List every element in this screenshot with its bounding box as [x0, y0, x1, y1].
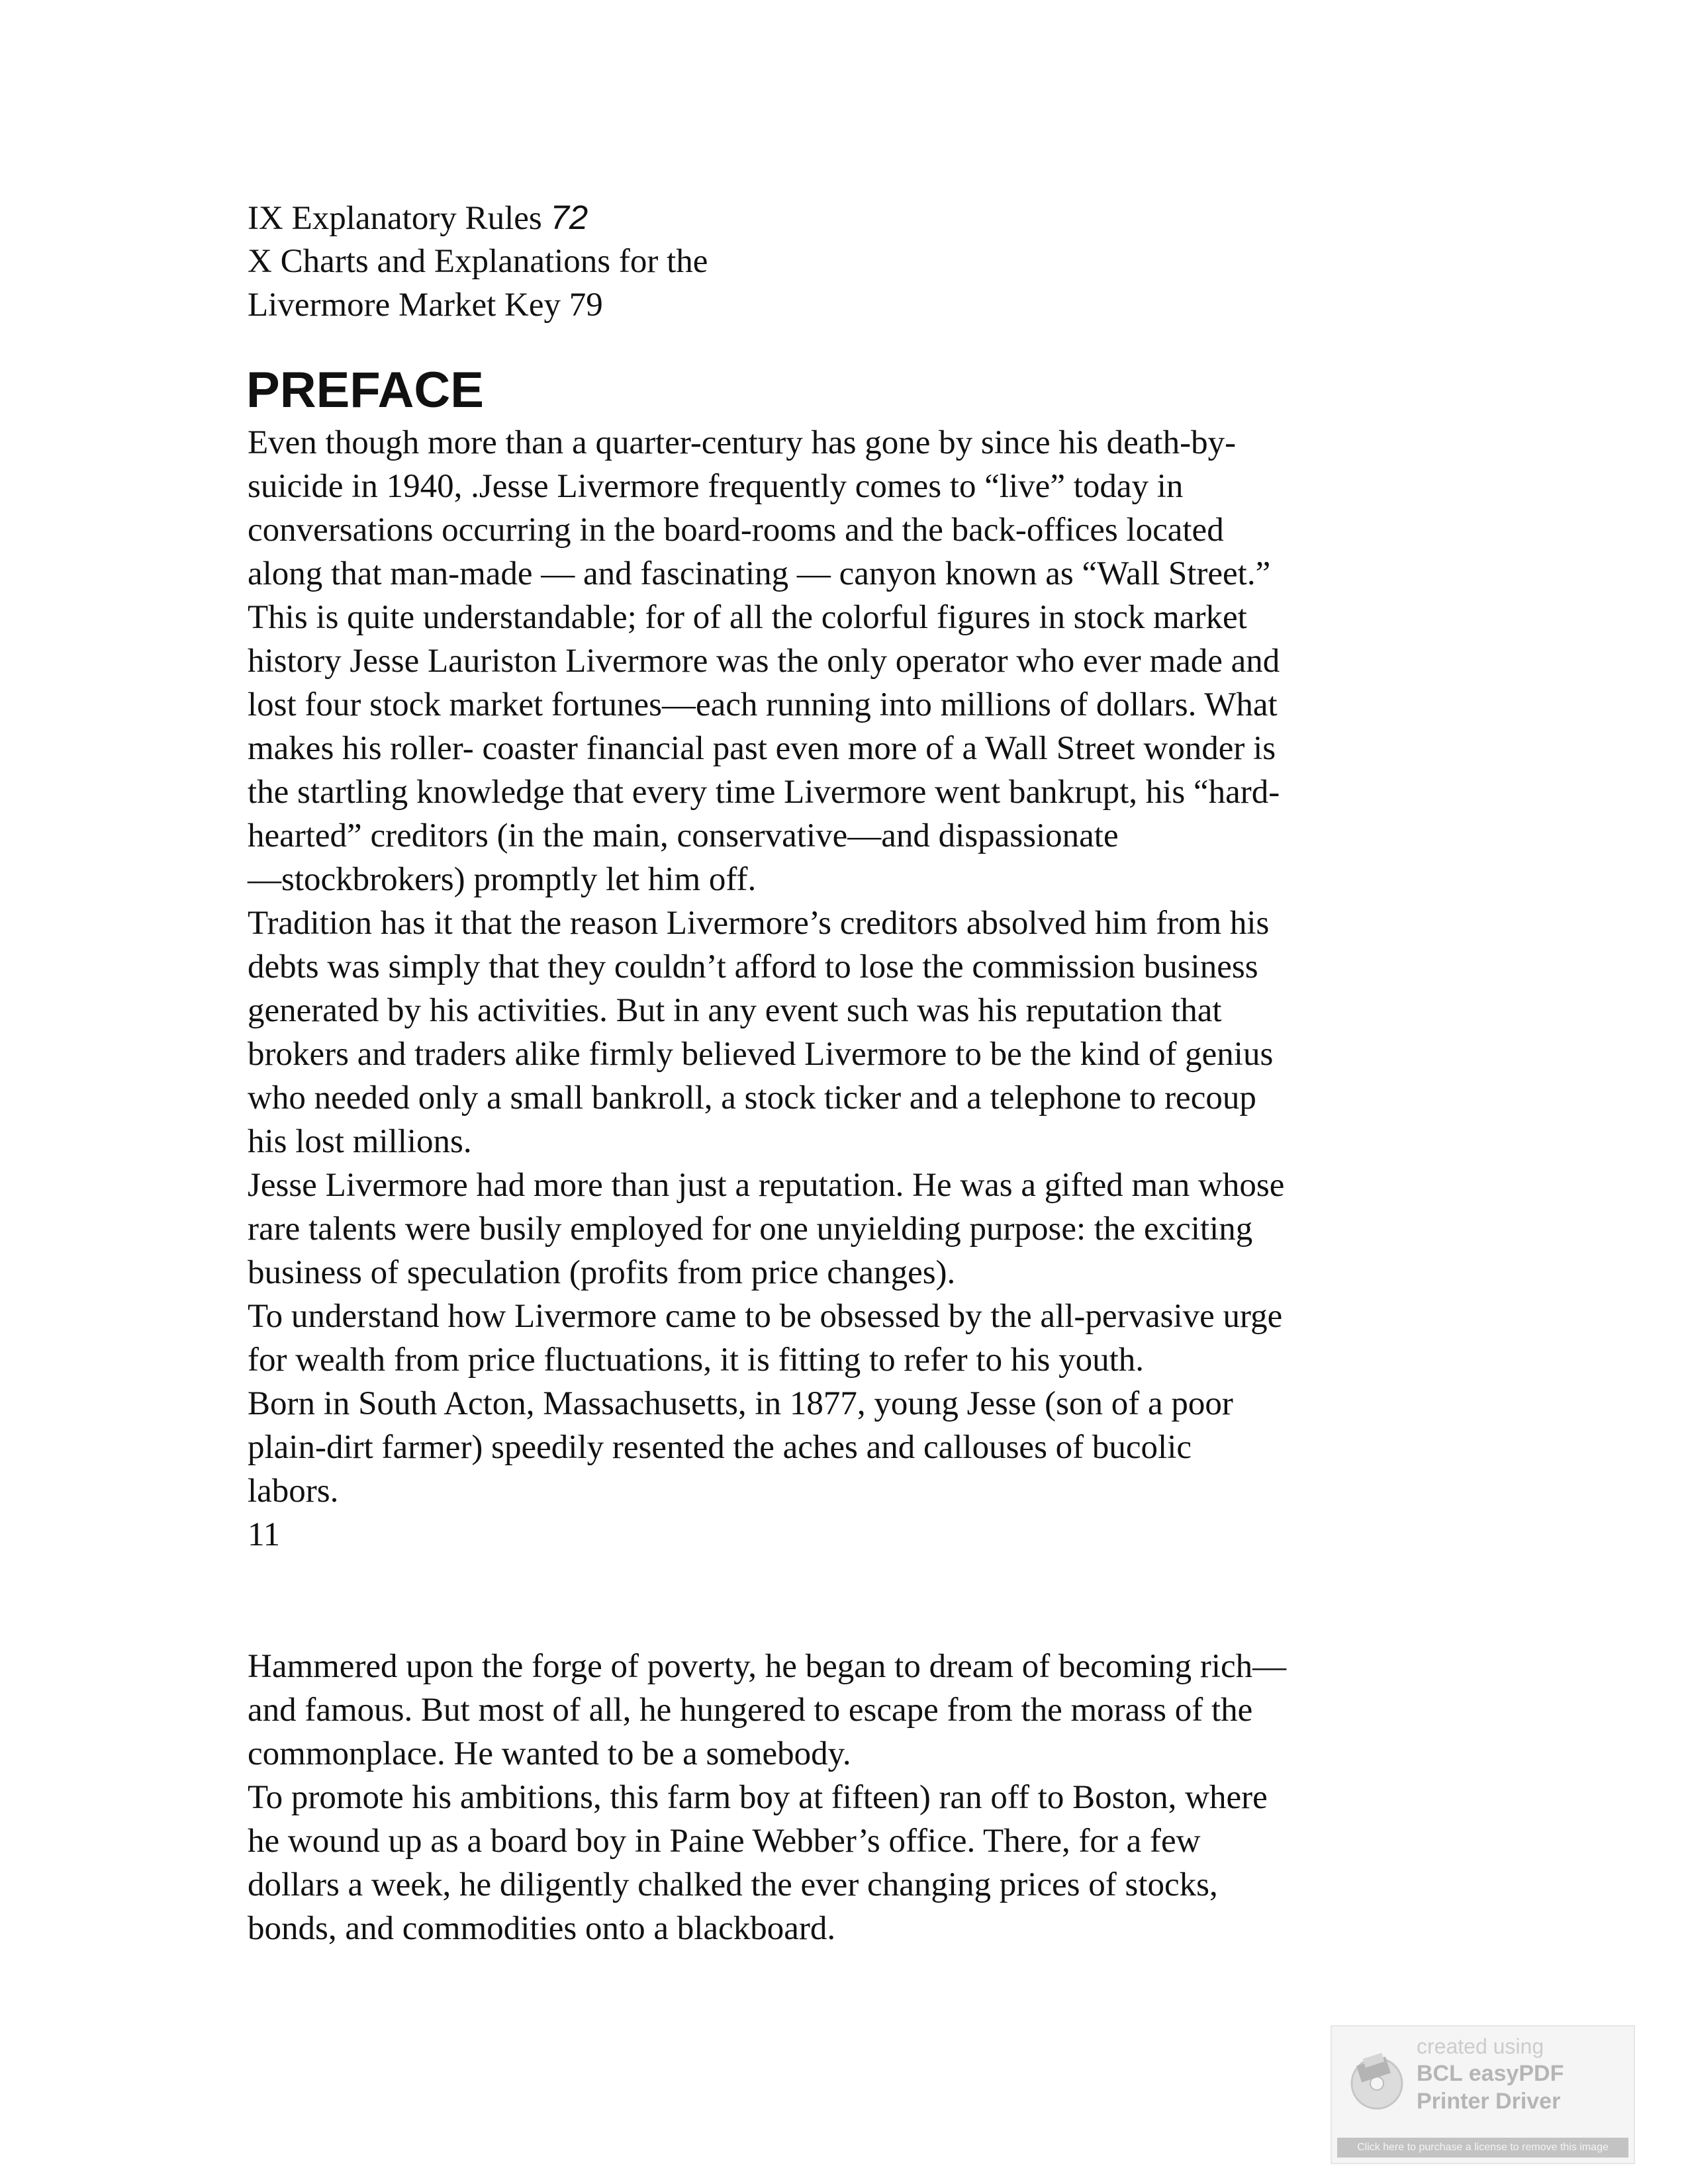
body-line: makes his roller- coaster financial past even more of a Wall Street wonder is	[248, 730, 1276, 767]
printer-disc-icon	[1344, 2049, 1410, 2118]
toc-line-1-title: IX Explanatory Rules	[248, 200, 551, 237]
watermark-product-text: BCL easyPDF	[1417, 2061, 1564, 2086]
watermark-driver-text: Printer Driver	[1417, 2089, 1561, 2114]
body-line: plain-dirt farmer) speedily resented the aches and callouses of bucolic	[248, 1429, 1192, 1466]
toc-line-1	[248, 196, 588, 240]
body-line: This is quite understandable; for of all the colorful figures in stock market	[248, 599, 1247, 636]
body-line: rare talents were busily employed for one unyielding purpose: the exciting	[248, 1210, 1253, 1248]
body-line: dollars a week, he diligently chalked the ever changing prices of stocks,	[248, 1866, 1218, 1903]
body-line: To promote his ambitions, this farm boy at fifteen) ran off to Boston, where	[248, 1779, 1268, 1816]
body-line: Jesse Livermore had more than just a reputation. He was a gifted man whose	[248, 1167, 1285, 1204]
body-line: he wound up as a board boy in Paine Webber’s office. There, for a few	[248, 1823, 1201, 1860]
page-number: 11	[248, 1516, 281, 1553]
body-line: conversations occurring in the board-rooms and the back-offices located	[248, 512, 1224, 549]
body-line: Born in South Acton, Massachusetts, in 1877, young Jesse (son of a poor	[248, 1385, 1233, 1422]
watermark-badge[interactable]	[1331, 2025, 1635, 2164]
body-line: debts was simply that they couldn’t afford to lose the commission business	[248, 948, 1258, 985]
watermark-purchase-link[interactable]: Click here to purchase a license to remove this image	[1337, 2138, 1628, 2158]
toc-line-3	[248, 283, 603, 327]
body-line: lost four stock market fortunes—each running into millions of dollars. What	[248, 686, 1278, 723]
body-line: —stockbrokers) promptly let him off.	[248, 861, 757, 898]
watermark-created-text: created using	[1417, 2034, 1544, 2058]
body-line: the startling knowledge that every time Livermore went bankrupt, his “hard-	[248, 774, 1280, 811]
body-line: To understand how Livermore came to be obsessed by the all-pervasive urge	[248, 1298, 1283, 1335]
body-line: hearted” creditors (in the main, conservative—and dispassionate	[248, 817, 1119, 854]
body-line: Tradition has it that the reason Livermore’s creditors absolved him from his	[248, 905, 1270, 942]
body-line: his lost millions.	[248, 1123, 472, 1160]
body-line: suicide in 1940, .Jesse Livermore frequently comes to “live” today in	[248, 468, 1184, 505]
page-heading: PREFACE	[246, 362, 484, 418]
body-line: Hammered upon the forge of poverty, he began to dream of becoming rich—	[248, 1648, 1287, 1685]
body-line: Even though more than a quarter-century has gone by since his death-by-	[248, 424, 1237, 461]
body-line: generated by his activities. But in any event such was his reputation that	[248, 992, 1222, 1029]
body-line: history Jesse Lauriston Livermore was the only operator who ever made and	[248, 643, 1280, 680]
body-line: business of speculation (profits from price changes).	[248, 1254, 956, 1291]
body-line: along that man-made — and fascinating — canyon known as “Wall Street.”	[248, 555, 1271, 592]
body-line: and famous. But most of all, he hungered to escape from the morass of the	[248, 1692, 1253, 1729]
toc-line-2-title: X Charts and Explanations for the	[248, 243, 708, 280]
body-line: bonds, and commodities onto a blackboard.	[248, 1910, 836, 1947]
body-line: brokers and traders alike firmly believed Livermore to be the kind of genius	[248, 1036, 1274, 1073]
toc-line-3-title: Livermore Market Key 79	[248, 287, 603, 324]
toc-line-2	[248, 240, 708, 283]
toc-line-1-page: 72	[550, 199, 588, 236]
body-line: commonplace. He wanted to be a somebody.	[248, 1735, 851, 1772]
body-line: who needed only a small bankroll, a stock ticker and a telephone to recoup	[248, 1079, 1256, 1116]
body-line: labors.	[248, 1473, 339, 1510]
body-line: for wealth from price fluctuations, it is fitting to refer to his youth.	[248, 1342, 1145, 1379]
